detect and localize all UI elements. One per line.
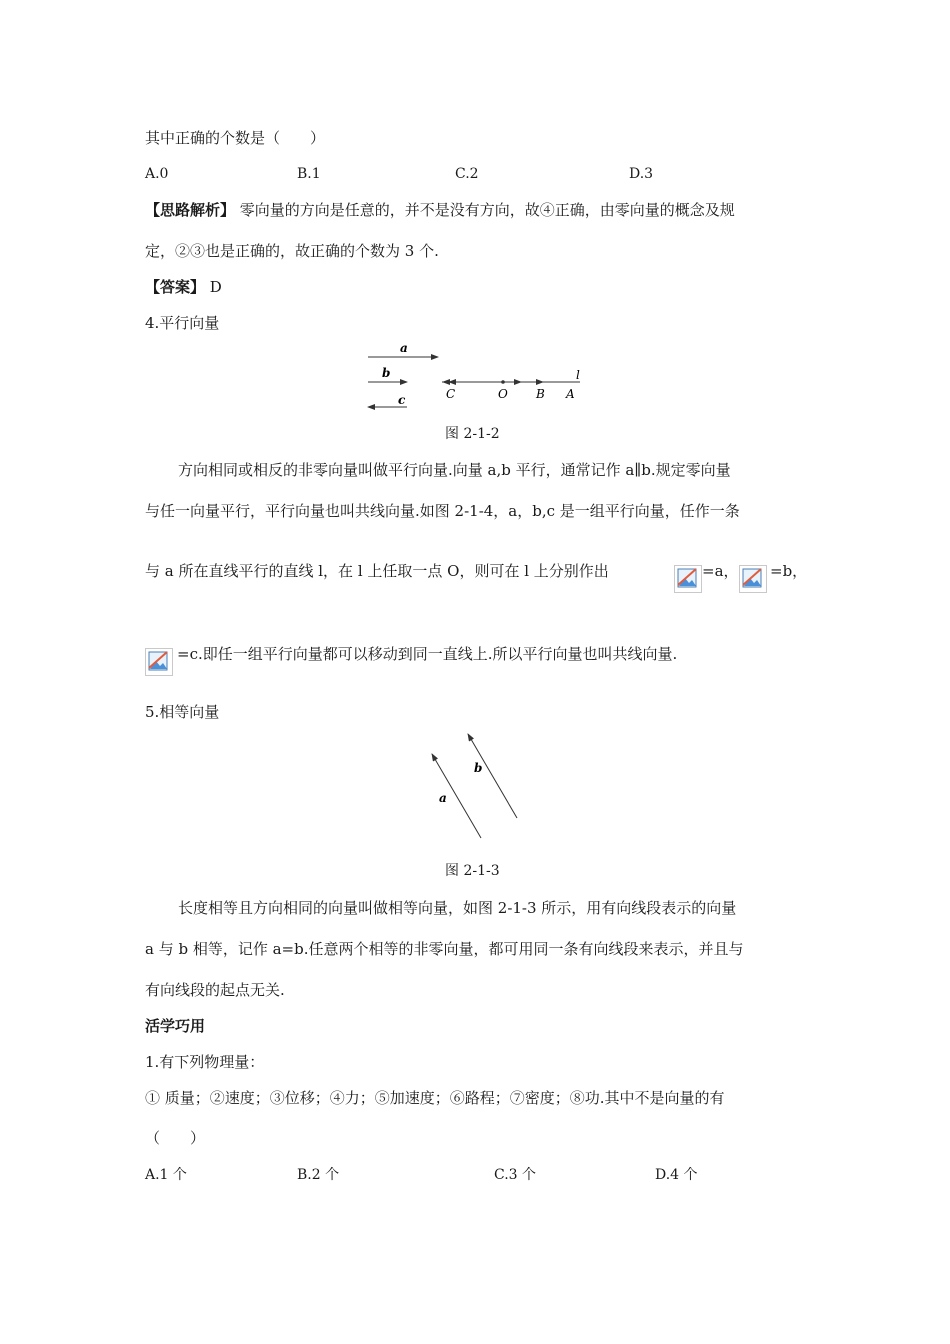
sec4-para-line-2: 与任一向量平行，平行向量也叫共线向量.如图 2-1-4，a，b,c 是一组平行向量，任作一条 <box>145 502 740 520</box>
practice-title: 活学巧用 <box>145 1017 206 1035</box>
vector-b-label: b <box>382 366 391 380</box>
practice-q1-line-2: ① 质量；②速度；③位移；④力；⑤加速度；⑥路程；⑦密度；⑧功.其中不是向量的有 <box>145 1089 725 1107</box>
option-d: D.3 <box>629 166 654 182</box>
line-l-label: l <box>576 368 580 382</box>
sec4-para-line-3b: =a， <box>702 562 739 580</box>
sec4-para-line-1: 方向相同或相反的非零向量叫做平行向量.向量 a,b 平行，通常记作 a∥b.规定零向量 <box>178 461 731 479</box>
section-5-heading: 5.相等向量 <box>145 703 220 721</box>
vector-oa-image-icon <box>674 565 702 593</box>
vector-oc-image-icon <box>145 648 173 676</box>
practice-option-b: B.2 个 <box>297 1167 340 1183</box>
option-b: B.1 <box>297 166 321 182</box>
analysis-line-1 <box>145 200 735 220</box>
answer-label: 【答案】 <box>145 278 206 296</box>
practice-option-a: A.1 个 <box>145 1167 187 1183</box>
vector-c-label: c <box>398 393 406 407</box>
point-o-label: O <box>498 387 508 401</box>
analysis-label: 【思路解析】 <box>145 201 236 219</box>
option-c: C.2 <box>455 166 479 182</box>
point-a-label: A <box>566 387 575 401</box>
analysis-line-2: 定，②③也是正确的，故正确的个数为 3 个. <box>145 242 439 260</box>
analysis-text-1: 零向量的方向是任意的，并不是没有方向，故④正确，由零向量的概念及规 <box>235 201 735 219</box>
vector-b-arrow <box>468 734 517 818</box>
question-stem: 其中正确的个数是（ ） <box>145 129 326 147</box>
practice-q1-line-3: （ ） <box>145 1129 206 1147</box>
point-c-label: C <box>446 387 456 401</box>
vector-a-label: a <box>400 341 408 355</box>
figure-2-1-3-caption: 图 2-1-3 <box>445 863 500 879</box>
equal-vectors-figure <box>420 726 530 844</box>
sec5-para-line-2: a 与 b 相等，记作 a=b.任意两个相等的非零向量，都可用同一条有向线段来表示，并且与 <box>145 940 744 958</box>
parallel-vectors-figure <box>360 338 590 413</box>
sec4-para-line-3c: =b， <box>770 562 808 580</box>
option-a: A.0 <box>145 166 169 182</box>
point-b-label: B <box>536 387 545 401</box>
practice-q1-stem: 1.有下列物理量： <box>145 1053 265 1071</box>
sec5-para-line-3: 有向线段的起点无关. <box>145 981 285 999</box>
sec4-para-line-3a: 与 a 所在直线平行的直线 l，在 l 上任取一点 O，则可在 l 上分别作出 <box>145 562 609 580</box>
section-4-heading: 4.平行向量 <box>145 314 220 332</box>
point-o <box>501 380 505 384</box>
figure-2-1-2-caption: 图 2-1-2 <box>445 426 500 442</box>
vector-b-label: b <box>474 761 483 775</box>
vector-ob-image-icon <box>739 565 767 593</box>
sec4-para-line-4: =c.即任一组平行向量都可以移动到同一直线上.所以平行向量也叫共线向量. <box>177 645 678 663</box>
practice-option-d: D.4 个 <box>655 1167 698 1183</box>
answer-line <box>145 277 222 297</box>
answer-value: D <box>205 278 222 296</box>
sec5-para-line-1: 长度相等且方向相同的向量叫做相等向量，如图 2-1-3 所示，用有向线段表示的向量 <box>178 899 737 917</box>
practice-option-c: C.3 个 <box>494 1167 537 1183</box>
vector-a-label: a <box>439 791 447 805</box>
